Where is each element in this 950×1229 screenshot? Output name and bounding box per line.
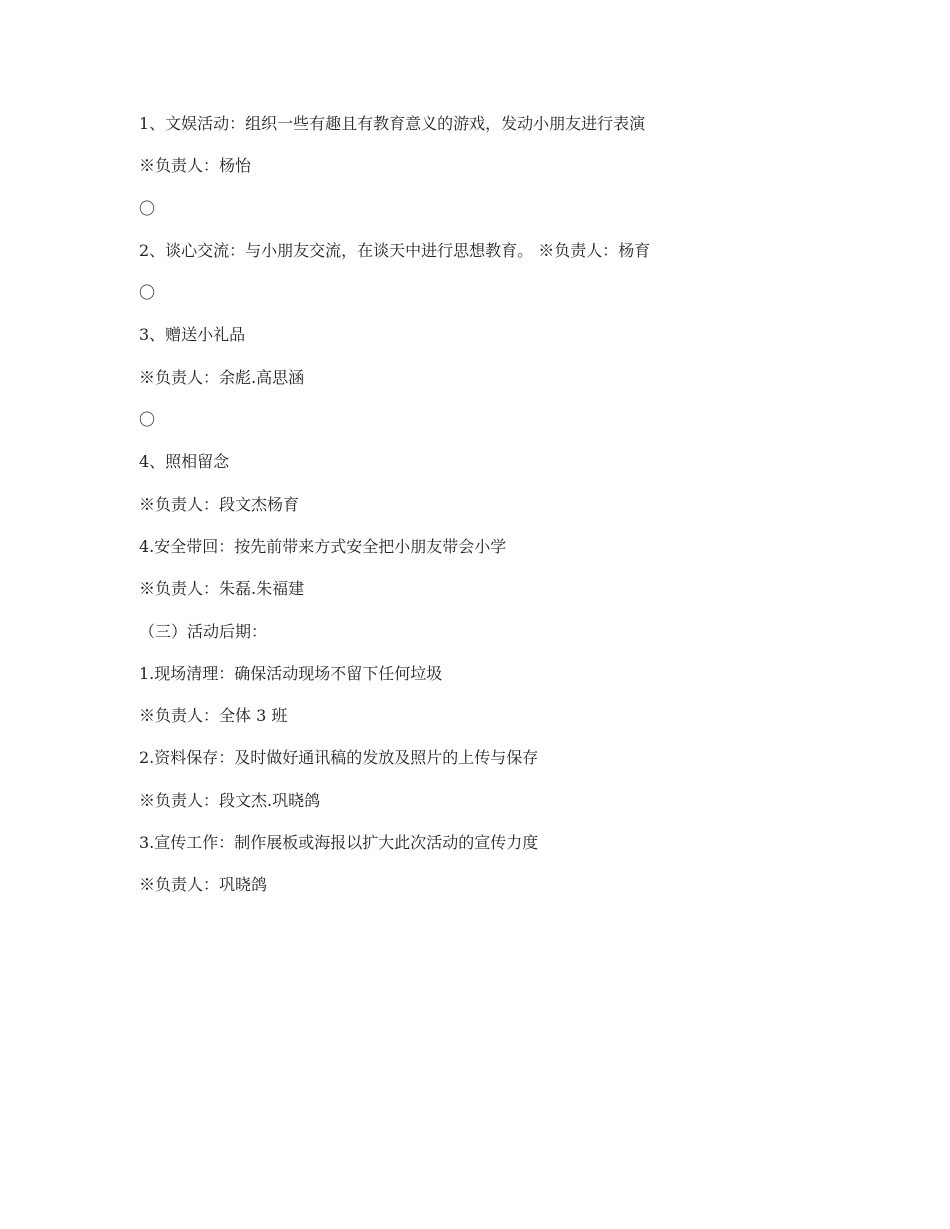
responsible-person: ※负责人：杨怡 [139,156,252,176]
post-item-publicity: 3.宣传工作：制作展板或海报以扩大此次活动的宣传力度 [139,833,539,853]
circle-marker: 〇 [139,283,156,303]
post-item-cleanup: 1.现场清理：确保活动现场不留下任何垃圾 [139,663,443,683]
responsible-person: ※负责人：段文杰杨育 [139,494,300,514]
responsible-person: ※负责人：余彪.高思涵 [139,367,305,387]
responsible-person: ※负责人：朱磊.朱福建 [139,579,305,599]
circle-marker: 〇 [139,410,156,430]
activity-item-photos: 4、照相留念 [139,452,230,472]
responsible-person: ※负责人：段文杰.巩晓鸽 [139,790,321,810]
activity-item-safe-return: 4.安全带回：按先前带来方式安全把小朋友带会小学 [139,536,507,556]
section-heading-post-activity: （三）活动后期： [139,621,268,641]
activity-item-gifts: 3、赠送小礼品 [139,325,246,345]
circle-marker: 〇 [139,198,156,218]
activity-item-heart-talk: 2、谈心交流：与小朋友交流，在谈天中进行思想教育。 ※负责人：杨育 [139,240,651,260]
responsible-person: ※负责人：全体 3 班 [139,706,288,726]
post-item-archive: 2.资料保存：及时做好通讯稿的发放及照片的上传与保存 [139,748,539,768]
activity-item-entertainment: 1、文娱活动：组织一些有趣且有教育意义的游戏，发动小朋友进行表演 [139,114,646,133]
responsible-person: ※负责人：巩晓鸽 [139,875,268,895]
document-body [139,111,859,915]
